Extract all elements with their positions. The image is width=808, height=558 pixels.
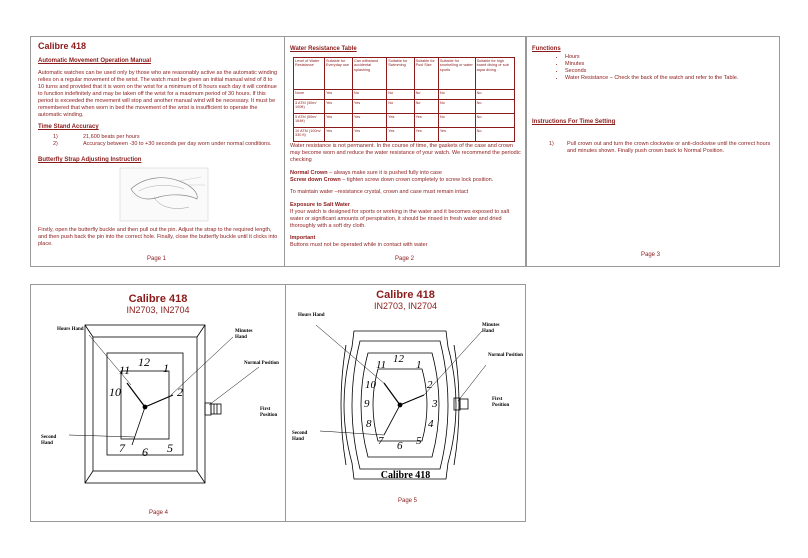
- dial-numeral: 11: [376, 359, 387, 371]
- maintain-paragraph: To maintain water –resistance crystal, crown and case must remain intact: [290, 189, 469, 195]
- table-cell: 5 ATM (50m/ 164ft): [294, 114, 325, 128]
- screw-crown-text: – tighten screw down crown completely to screw lock position.: [340, 177, 494, 183]
- dial-numeral: 8: [366, 418, 372, 430]
- hours-hand-label: Hours Hand: [298, 313, 325, 318]
- dial-numeral: 6: [397, 440, 403, 452]
- diagram-subtitle: IN2703, IN2704: [373, 301, 438, 311]
- minutes-hand-label: Minutes Hand: [235, 329, 253, 340]
- table-cell: Yes: [438, 128, 475, 142]
- section-heading-functions: Functions: [532, 46, 561, 52]
- dial-numeral: 12: [138, 355, 150, 369]
- important-paragraph: Buttons must not be operated while in contact with water: [290, 242, 428, 248]
- dial-numeral: 10: [365, 379, 376, 391]
- table-row: [294, 100, 515, 114]
- watch-case-title: Calibre 418: [380, 470, 431, 481]
- page-number: Page 4: [149, 510, 169, 516]
- second-hand-label: Second Hand: [292, 431, 308, 442]
- table-row: [294, 114, 515, 128]
- dial-numeral: 10: [109, 385, 121, 399]
- section-heading-butterfly: Butterfly Strap Adjusting Instruction: [38, 157, 142, 163]
- table-cell: Yes: [325, 128, 353, 142]
- water-resistance-table: [293, 57, 515, 142]
- list-item: Accuracy between -30 to +30 seconds per day worn under normal conditions.: [83, 141, 272, 147]
- dial-numeral: 9: [364, 398, 370, 410]
- normal-crown-text: – always make sure it is pushed fully into case: [327, 170, 442, 176]
- list-item: • Water Resistance – Check the back of the watch and refer to the Table.: [565, 75, 775, 82]
- manual-page-4: [30, 284, 286, 522]
- table-cell: Yes: [353, 128, 387, 142]
- tonneau-watch-diagram: [286, 285, 527, 523]
- table-cell: No: [353, 90, 387, 100]
- important-heading: Important: [290, 235, 316, 241]
- page-number: Page 2: [395, 256, 415, 262]
- table-cell: No: [475, 90, 514, 100]
- normal-position-label: Normal Position: [244, 361, 279, 366]
- dial-numeral: 5: [167, 441, 173, 455]
- table-cell: Yes: [325, 100, 353, 114]
- first-position-label: First Position: [492, 397, 510, 408]
- step-text: Pull crown out and turn the crown clockwise or anti-clockwise until the correct hours and minutes shown. Finally push crown back to Normal Position.: [567, 141, 771, 154]
- dial-numeral: 1: [416, 359, 422, 371]
- dial-numeral: 1: [163, 361, 169, 375]
- table-cell: No: [438, 90, 475, 100]
- table-cell: 10 ATM (100m/ 330 ft): [294, 128, 325, 142]
- dial-numeral: 4: [428, 418, 434, 430]
- page-number: Page 5: [398, 498, 418, 504]
- section-heading-water-table: Water Resistance Table: [290, 46, 357, 52]
- table-cell: Yes: [325, 114, 353, 128]
- automatic-paragraph: Automatic watches can be used only by those who are reasonably active as the automatic winding relies on a regular movement of the wrist. The watch must be given an initial manual wind of 8 to 10 turns and provided that it is worn on the wrist for a minimum of 8 hours each day it will continue to function indefinitely and may be taken off the wrist for a maximum period of 30 hours. If this period is exceeded the movement will stop and another manual wind will be necessary. It must be remembered that when worn in bed the movement of the wrist is insufficient to operate the automatic winding.: [38, 70, 278, 118]
- dial-numeral: 7: [378, 435, 384, 447]
- dial-numeral: 7: [119, 441, 125, 455]
- dial-numeral: 3: [432, 398, 438, 410]
- table-cell: Yes: [325, 90, 353, 100]
- dial-numeral: 5: [416, 435, 422, 447]
- dial-numeral: 11: [119, 363, 131, 377]
- table-header-cell: Can withstand accidental splashing: [353, 58, 387, 90]
- table-cell: 3 ATM (30m/ 100ft): [294, 100, 325, 114]
- list-item-num: 2): [53, 141, 58, 147]
- table-row: [294, 128, 515, 142]
- exposure-heading: Exposure to Salt Water: [290, 202, 351, 208]
- section-heading-automatic: Automatic Movement Operation Manual: [38, 58, 152, 64]
- table-cell: No: [438, 100, 475, 114]
- page-number: Page 1: [147, 256, 167, 262]
- list-item: 21,600 beats per hours: [83, 134, 140, 140]
- table-header-cell: Suitable for Pool Size: [414, 58, 438, 90]
- square-watch-diagram: [31, 285, 287, 523]
- table-cell: Yes: [387, 114, 414, 128]
- table-cell: Yes: [414, 114, 438, 128]
- section-heading-time-accuracy: Time Stand Accuracy: [38, 124, 99, 130]
- functions-list: [527, 54, 775, 82]
- screw-crown-line: [290, 177, 522, 184]
- table-header-cell: Suitable for high board diving or sub aqua diving: [475, 58, 514, 90]
- diagram-title: Calibre 418: [376, 289, 435, 301]
- exposure-paragraph: If your watch is designed for sports or working in the water and it becomes exposed to salt water or significant amounts of perspiration, it should be rinsed in fresh water and dried thoroughly with a soft dry cloth.: [290, 209, 510, 229]
- minutes-hand-label: Minutes Hand: [482, 323, 500, 334]
- manual-page-2: [284, 36, 526, 267]
- table-cell: No: [475, 100, 514, 114]
- section-heading-time-setting: Instructions For Time Setting: [532, 119, 616, 125]
- list-item: • Hours: [565, 54, 775, 61]
- table-cell: None: [294, 90, 325, 100]
- table-cell: No: [475, 114, 514, 128]
- table-row: [294, 90, 515, 100]
- table-cell: Yes: [353, 114, 387, 128]
- normal-crown-line: [290, 170, 522, 177]
- butterfly-buckle-illustration: [119, 167, 209, 222]
- butterfly-paragraph: Firstly, open the butterfly buckle and then pull out the pin. Adjust the strap to the required length, and then push back the pin into the correct hole. Finally, close the butterfly buckle until it clicks into place.: [38, 227, 278, 247]
- list-item: • Minutes: [565, 61, 775, 68]
- dial-numeral: 6: [142, 445, 148, 459]
- screw-crown-label: Screw down Crown: [290, 177, 341, 183]
- table-cell: Yes: [353, 100, 387, 114]
- table-cell: No: [414, 100, 438, 114]
- table-row: [294, 58, 515, 90]
- dial-numeral: 12: [393, 353, 404, 365]
- list-item: • Seconds: [565, 68, 775, 75]
- table-cell: No: [387, 100, 414, 114]
- second-hand-label: Second Hand: [41, 435, 57, 446]
- diagram-title: Calibre 418: [128, 293, 188, 305]
- page-number: Page 3: [641, 252, 661, 258]
- dial-numeral: 2: [427, 379, 433, 391]
- normal-crown-label: Normal Crown: [290, 170, 328, 176]
- table-header-cell: Level of Water Resistance: [294, 58, 325, 90]
- step-number: 1): [549, 141, 554, 147]
- manual-page-5: [285, 284, 526, 522]
- first-position-label: First Position: [260, 407, 278, 418]
- table-cell: No: [475, 128, 514, 142]
- table-cell: Yes: [387, 128, 414, 142]
- table-cell: No: [387, 90, 414, 100]
- manual-page-3: [526, 36, 780, 267]
- table-header-cell: Suitable for Everyday use: [325, 58, 353, 90]
- page-title: Calibre 418: [38, 41, 87, 51]
- table-cell: No: [438, 114, 475, 128]
- dial-numeral: 2: [177, 385, 183, 399]
- hours-hand-label: Hours Hand: [57, 327, 84, 332]
- table-header-cell: Suitable for snorkelling or water sports: [438, 58, 475, 90]
- water-resistance-paragraph: Water resistance is not permanent. In the course of time, the gaskets of the case and crown may become worn and reduce the water resistance of your watch. We recommend the periodic checking: [290, 143, 521, 163]
- normal-position-label: Normal Position: [488, 353, 523, 358]
- table-cell: Yes: [414, 128, 438, 142]
- table-header-cell: Suitable for Swimming: [387, 58, 414, 90]
- list-item-num: 1): [53, 134, 58, 140]
- table-cell: No: [414, 90, 438, 100]
- manual-page-1: [30, 36, 285, 267]
- diagram-subtitle: IN2703, IN2704: [126, 305, 190, 315]
